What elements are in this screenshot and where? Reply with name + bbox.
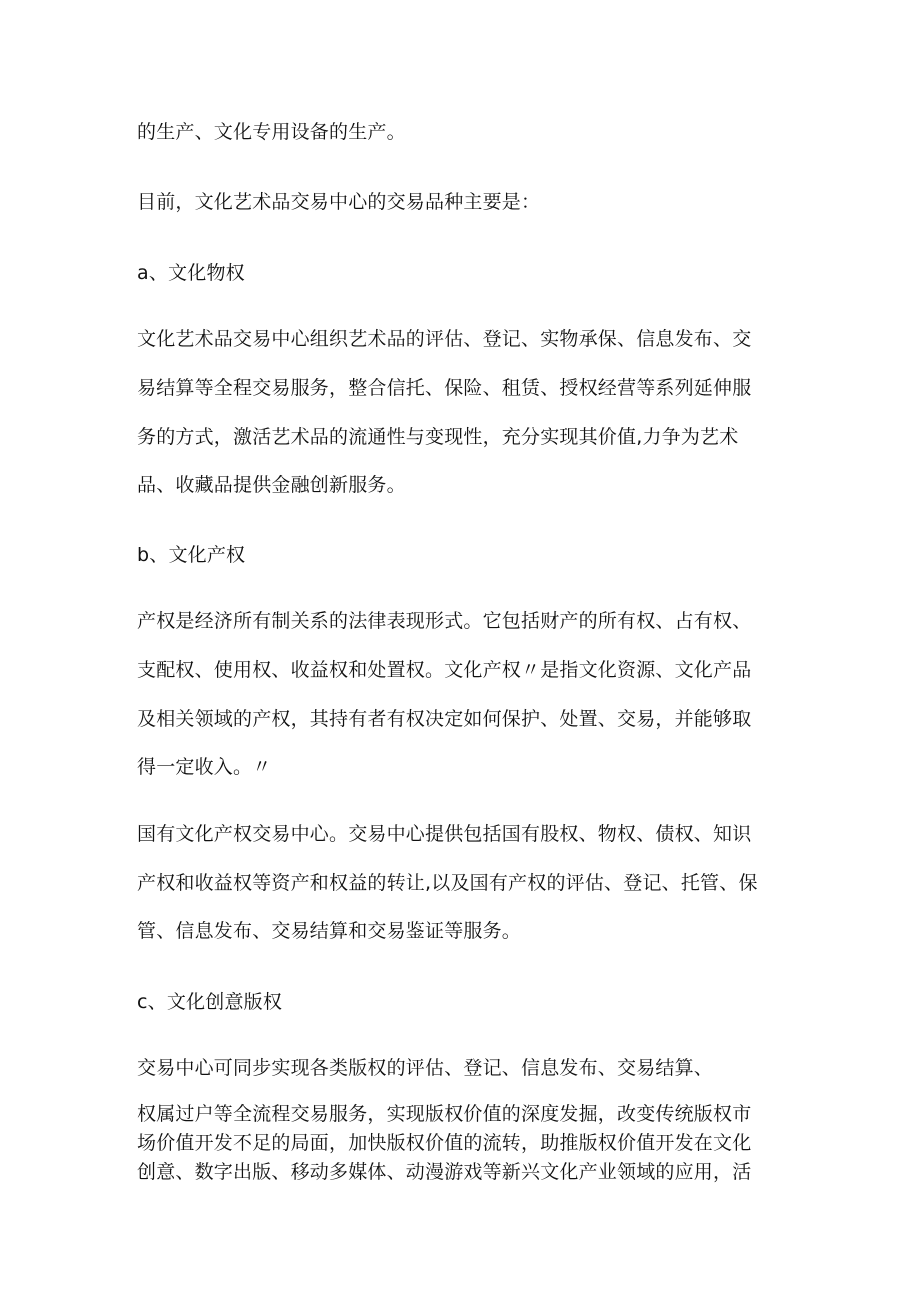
section-heading-b: b、文化产权 xyxy=(137,544,246,566)
text-line: 国有文化产权交易中心。交易中心提供包括国有股权、物权、债权、知识 xyxy=(137,823,752,845)
text-line: 目前，文化艺术品交易中心的交易品种主要是： xyxy=(137,191,541,213)
text-line: 支配权、使用权、收益权和处置权。文化产权〃是指文化资源、文化产品 xyxy=(137,659,752,681)
text-line: 场价值开发不足的局面，加快版权价值的流转，助推版权价值开发在文化 xyxy=(137,1132,752,1154)
section-heading-a: a、文化物权 xyxy=(137,262,245,284)
text-line: 易结算等全程交易服务，整合信托、保险、租赁、授权经营等系列延伸服 xyxy=(137,377,752,399)
text-line: 交易中心可同步实现各类版权的评估、登记、信息发布、交易结算、 xyxy=(137,1057,714,1079)
text-line: 的生产、文化专用设备的生产。 xyxy=(137,121,406,143)
text-line: 及相关领域的产权，其持有者有权决定如何保护、处置、交易，并能够取 xyxy=(137,708,752,730)
text-line: 产权和收益权等资产和权益的转让,以及国有产权的评估、登记、托管、保 xyxy=(137,872,758,894)
text-line: 文化艺术品交易中心组织艺术品的评估、登记、实物承保、信息发布、交 xyxy=(137,328,752,350)
text-line: 权属过户等全流程交易服务，实现版权价值的深度发掘，改变传统版权市 xyxy=(137,1103,752,1125)
section-heading-c: c、文化创意版权 xyxy=(137,991,283,1013)
text-line: 得一定收入。〃 xyxy=(137,756,272,778)
text-line: 产权是经济所有制关系的法律表现形式。它包括财产的所有权、占有权、 xyxy=(137,610,752,632)
text-line: 务的方式，激活艺术品的流通性与变现性，充分实现其价值,力争为艺术 xyxy=(137,426,739,448)
text-line: 创意、数字出版、移动多媒体、动漫游戏等新兴文化产业领域的应用，活 xyxy=(137,1161,752,1183)
text-line: 管、信息发布、交易结算和交易鉴证等服务。 xyxy=(137,920,522,942)
text-line: 品、收藏品提供金融创新服务。 xyxy=(137,474,406,496)
